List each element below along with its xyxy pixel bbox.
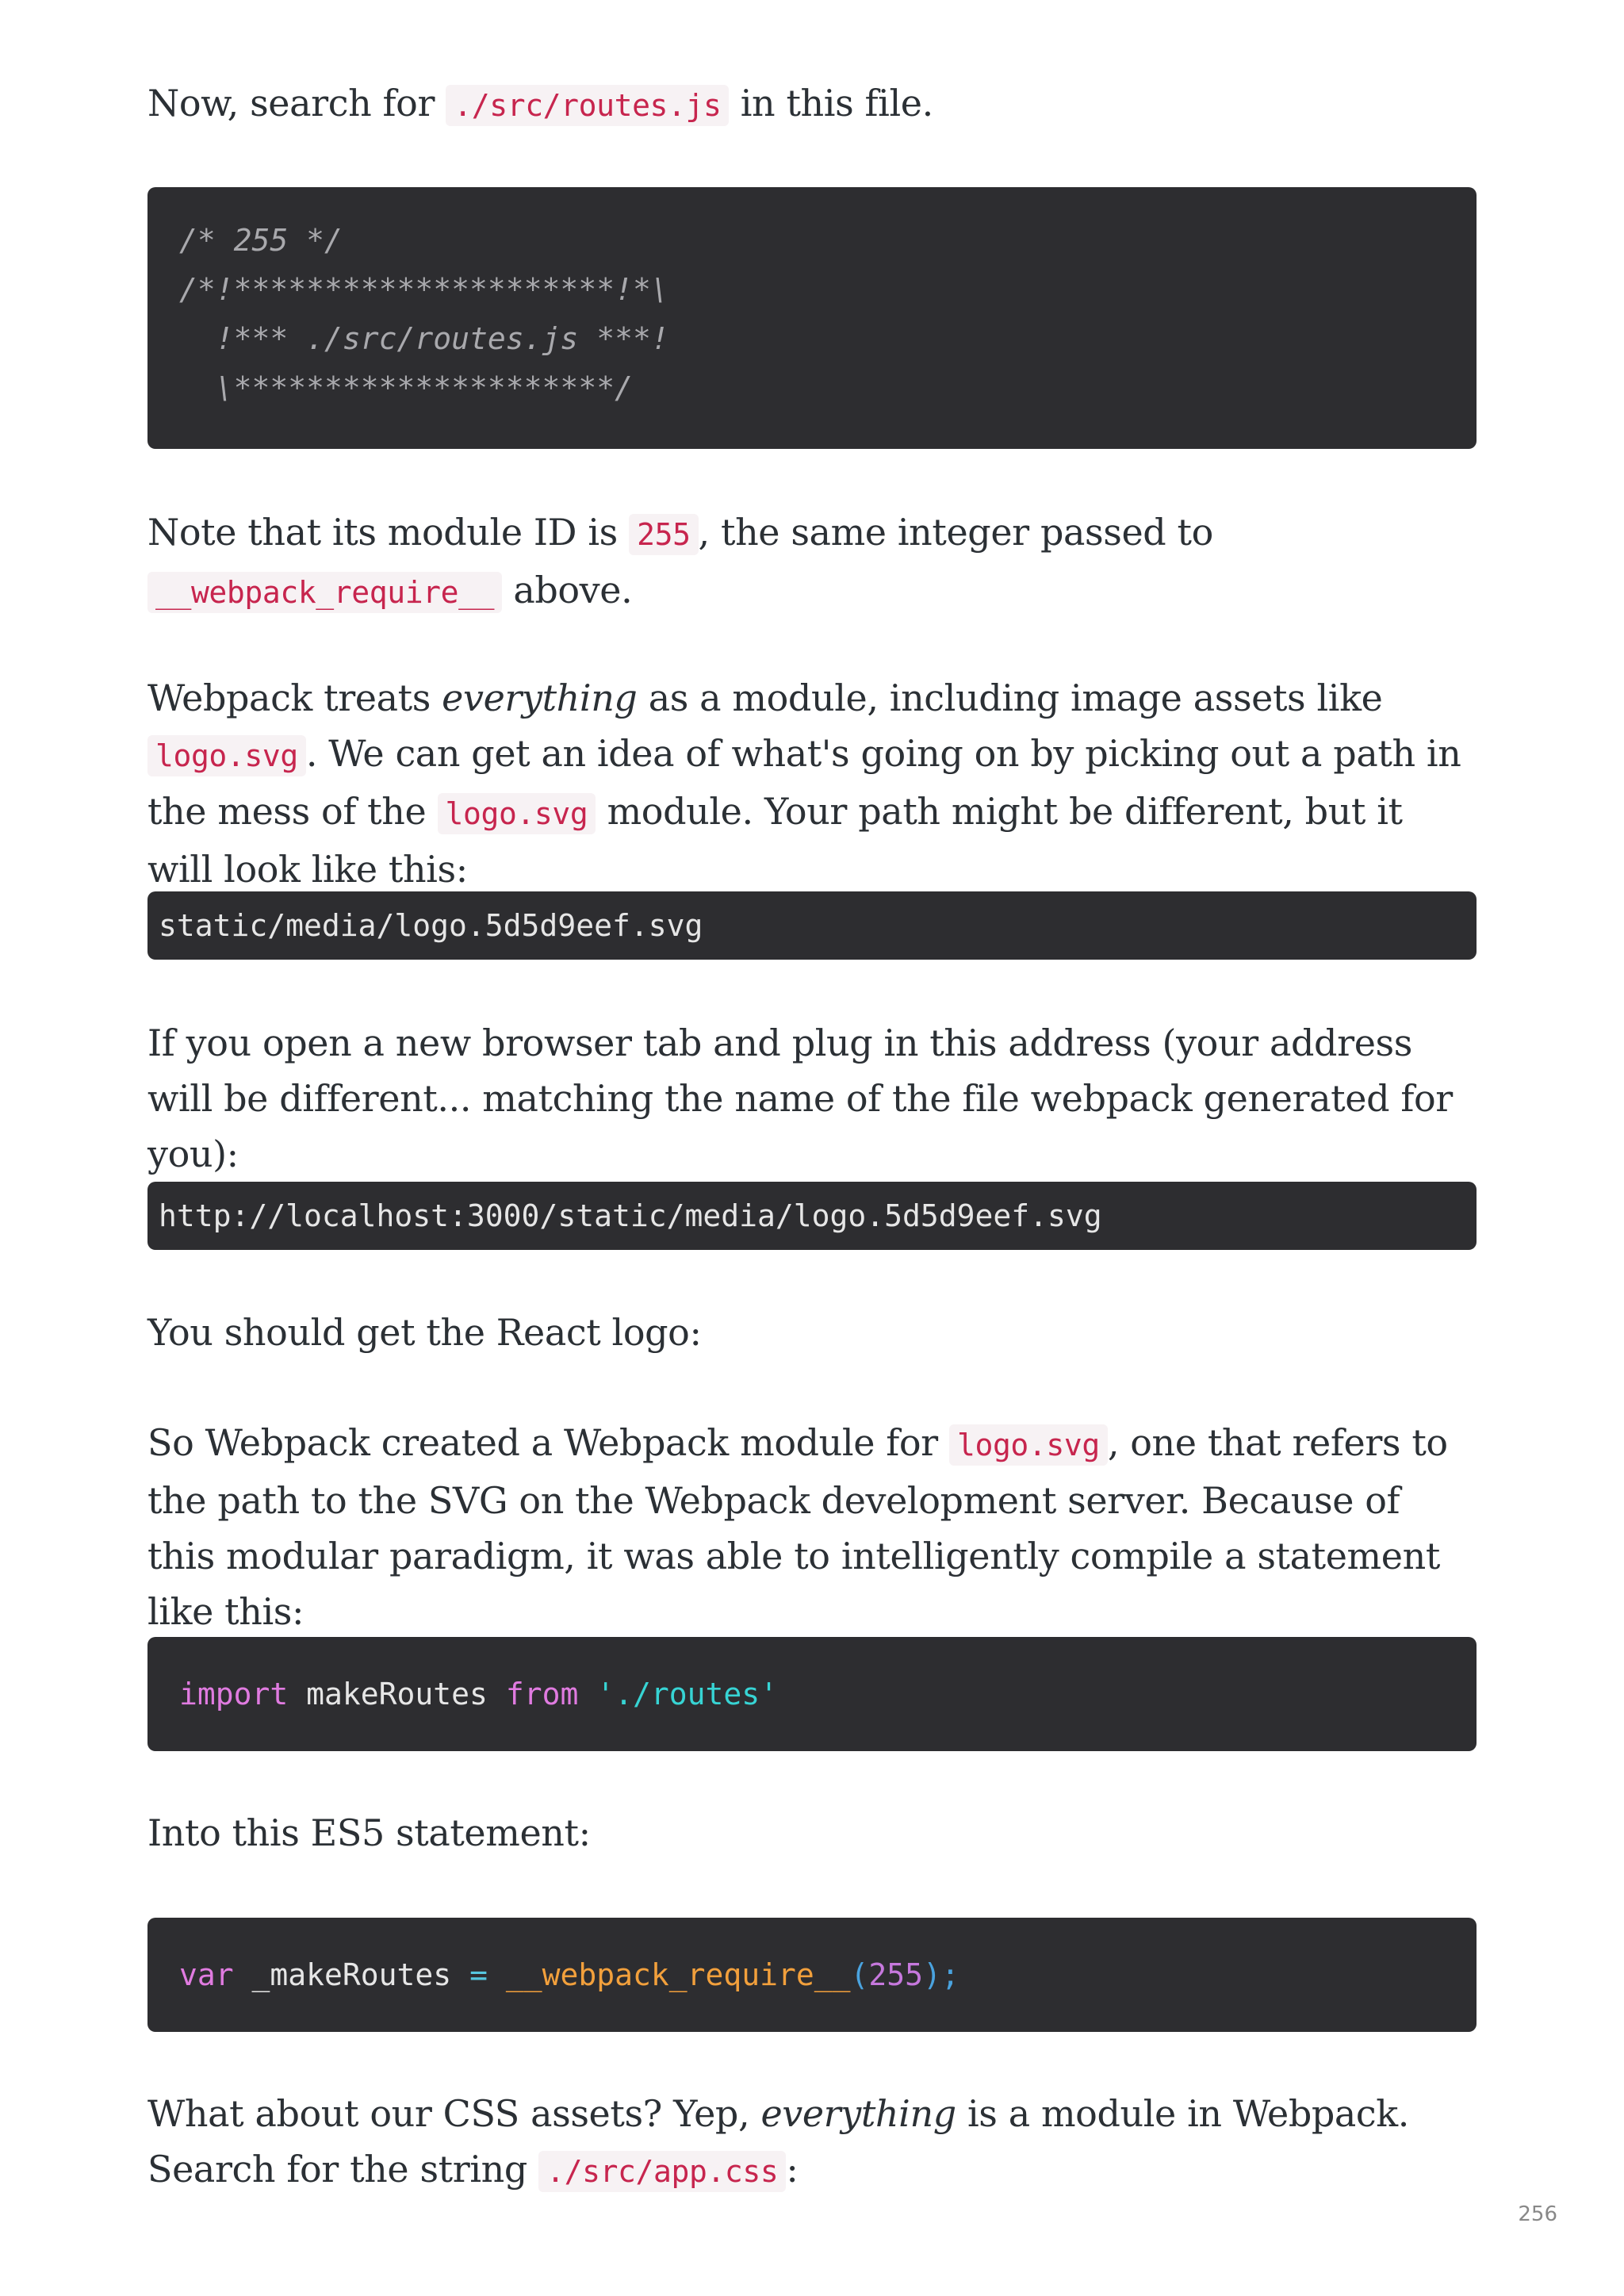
number: 255 — [868, 1957, 924, 1992]
text: You should get the React logo: — [147, 1311, 702, 1354]
text: Webpack treats — [147, 677, 442, 719]
space — [578, 1677, 596, 1711]
punctuation: ); — [923, 1957, 959, 1992]
paragraph-react-logo — [147, 1305, 1477, 1360]
keyword: var — [179, 1957, 234, 1992]
inline-code-webpack-require: __webpack_require__ — [147, 572, 502, 613]
code-line: \*********************/ — [179, 370, 633, 405]
code-line: http://localhost:3000/static/media/logo.5d5d9eef.svg — [159, 1198, 1102, 1233]
page-number: 256 — [1518, 2202, 1557, 2226]
code-block-localhost-url — [147, 1182, 1477, 1250]
text: So Webpack created a Webpack module for — [147, 1421, 949, 1464]
emphasis: everything — [442, 677, 638, 719]
code-block-var — [147, 1918, 1477, 2032]
space — [488, 1957, 506, 1992]
operator: = — [469, 1957, 488, 1992]
paragraph-module-id — [147, 504, 1477, 620]
paragraph-webpack-treats — [147, 670, 1477, 897]
inline-code-logo-svg: logo.svg — [147, 735, 306, 776]
code-block-static-path — [147, 891, 1477, 960]
text: above. — [502, 569, 633, 611]
text: is a module in Webpack. Search for the string — [147, 2092, 1409, 2191]
code-line: !*** ./src/routes.js ***! — [179, 321, 669, 356]
inline-code-routes: ./src/routes.js — [446, 85, 729, 126]
function-name: __webpack_require__ — [505, 1957, 851, 1992]
punctuation: ( — [850, 1957, 869, 1992]
text: What about our CSS assets? Yep, — [147, 2092, 761, 2135]
emphasis: everything — [760, 2092, 956, 2135]
code-block-import — [147, 1637, 1477, 1751]
inline-code-255: 255 — [629, 514, 698, 555]
paragraph-css-assets — [147, 2086, 1477, 2199]
paragraph-search-routes — [147, 75, 1477, 133]
identifier: _makeRoutes — [233, 1957, 470, 1992]
string: './routes' — [596, 1677, 779, 1711]
text: : — [786, 2148, 799, 2191]
inline-code-logo-svg: logo.svg — [438, 793, 596, 834]
inline-code-app-css: ./src/app.css — [538, 2151, 786, 2192]
text: . We can get an idea of what's going on by picking out a path in the mess of the — [147, 732, 1461, 833]
code-line: /*!*********************!*\ — [179, 272, 669, 307]
paragraph-es5 — [147, 1805, 1477, 1861]
paragraph-webpack-module — [147, 1415, 1477, 1639]
text: Now, search for — [147, 82, 446, 125]
text: Note that its module ID is — [147, 511, 630, 554]
code-block-module-comment — [147, 187, 1477, 449]
keyword: import — [179, 1677, 289, 1711]
paragraph-open-browser — [147, 1015, 1477, 1182]
text: module. Your path might be different, but it will look like this: — [147, 790, 1403, 891]
identifier: makeRoutes — [288, 1677, 506, 1711]
code-line: /* 255 */ — [179, 223, 343, 258]
text: , one that refers to the path to the SVG on the Webpack development server. Because of this modular paradigm, it was able to intelligently compile a statement like this: — [147, 1421, 1448, 1633]
text: as a module, including image assets like — [637, 677, 1383, 719]
text: in this file. — [729, 82, 933, 125]
text: Into this ES5 statement: — [147, 1811, 591, 1854]
text: If you open a new browser tab and plug in this address (your address will be different... matching the name of the file webpack generated for you): — [147, 1022, 1453, 1175]
keyword: from — [505, 1677, 579, 1711]
code-line: static/media/logo.5d5d9eef.svg — [159, 908, 703, 943]
text: , the same integer passed to — [698, 511, 1213, 554]
inline-code-logo-svg: logo.svg — [949, 1424, 1108, 1466]
